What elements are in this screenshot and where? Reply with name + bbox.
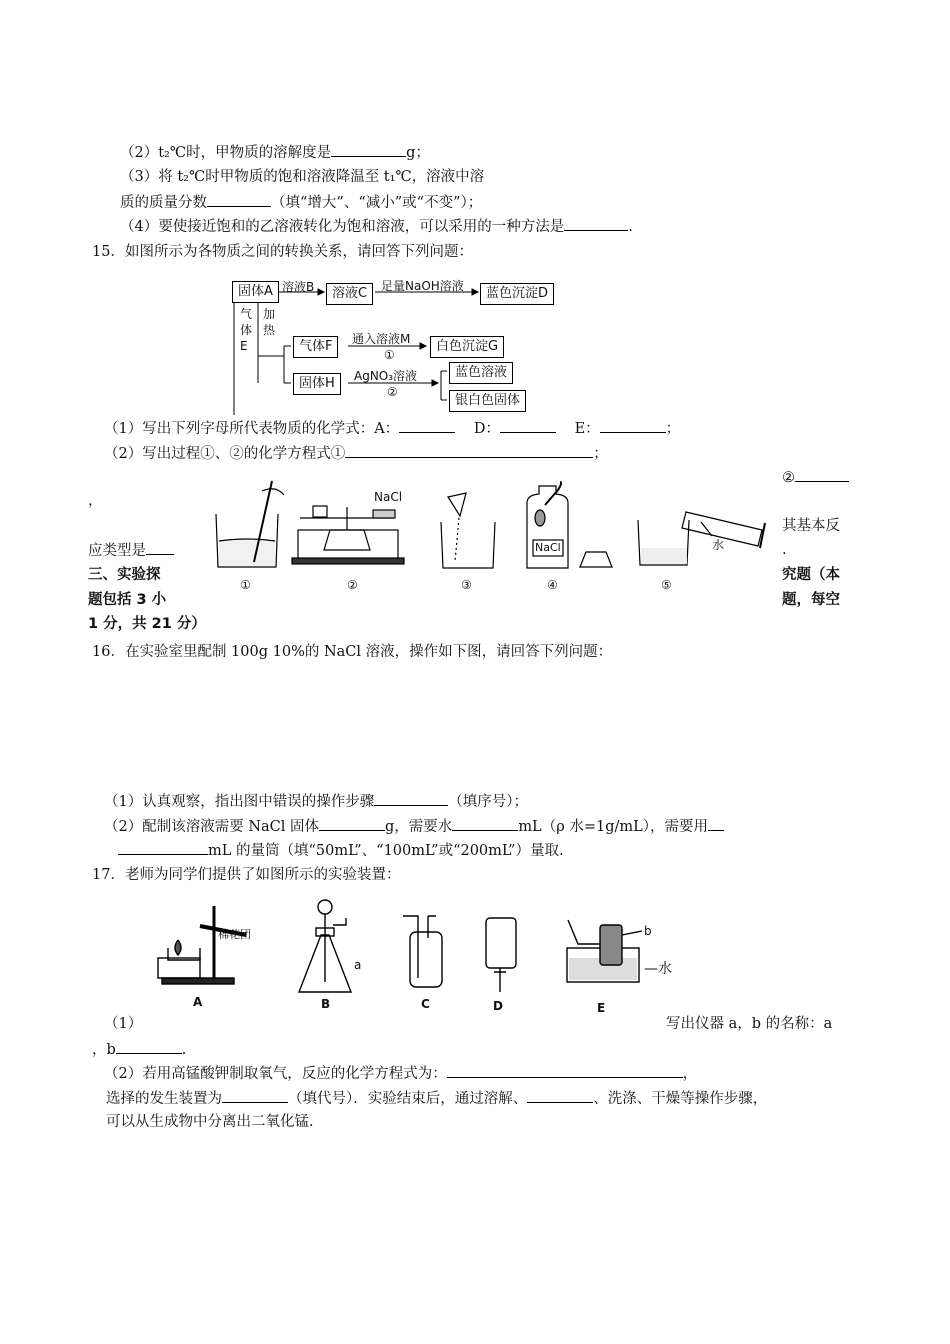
step-label: ⑤ [661,578,672,592]
trough-water-label: —水 [644,961,672,977]
q15-comma: ， [88,493,103,509]
section3-left1: 三、实验探 [88,567,161,583]
answer-blank[interactable] [527,1088,593,1103]
answer-blank[interactable] [116,1039,182,1054]
solution-b-label: 溶液B [282,280,315,294]
agno3-label: AgNO₃溶液 [354,369,418,383]
section3-left3: 1 分，共 21 分） [88,616,206,632]
section3-right2: 题，每空 [782,592,840,608]
q15-part2: （2）写出过程①、②的化学方程式① ； [104,443,608,464]
q14-part2: （2）t₂℃时，甲物质的溶解度是 g； [120,142,430,163]
nacl-top-label: NaCl [374,490,403,504]
q14-part3-line1: （3）将 t₂℃时甲物质的饱和溶液降温至 t₁℃，溶液中溶 [120,169,485,185]
q14-part3-line2: 质的质量分数 （填“增大”、“减小”或“不变”）； [120,192,482,213]
white-precipitate-box: 白色沉淀G [430,336,504,358]
naoh-label: 足量NaOH溶液 [381,279,464,293]
q15-basic-type-right: 其基本反 [782,518,840,534]
step-label: ④ [547,578,558,592]
section3-left2: 题包括 3 小 [88,592,167,608]
section3-right1: 究题（本 [782,567,840,583]
solution-c-box: 溶液C [326,283,373,305]
q15-basic-type-left: 应类型是 [88,540,174,561]
q16-part1: （1）认真观察，指出图中错误的操作步骤 （填序号）； [104,791,528,812]
step-label: ① [240,578,251,592]
q15-circ2: ② [782,467,849,488]
q16-part2-line2: mL 的量筒（填“50mL”、“100mL”或“200mL”）量取. [118,840,564,861]
answer-blank[interactable] [447,1063,683,1078]
apparatus-label: A [193,995,203,1009]
label-a: a [354,958,362,972]
q17-stem: 17．老师为同学们提供了如图所示的实验装置： [92,867,401,883]
q17-part1-left: （1） [104,1016,143,1032]
label-b: b [644,924,652,938]
step1-label: ① [384,348,395,362]
apparatus-label: D [493,999,503,1013]
solid-h-box: 固体H [293,373,341,395]
gas-f-box: 气体F [293,336,338,358]
q17-part1-right: 写出仪器 a，b 的名称：a [666,1016,833,1032]
q15-part1: （1）写出下列字母所代表物质的化学式：A： D： E： ； [104,418,680,439]
q16-stem: 16．在实验室里配制 100g 10%的 NaCl 溶液，操作如下图，请回答下列问题： [92,644,613,660]
apparatus-label: B [321,997,331,1011]
answer-blank[interactable] [222,1088,288,1103]
q16-part2: （2）配制该溶液需要 NaCl 固体 g，需要水 mL（ρ 水=1g/mL），需要用 [104,816,724,837]
gas-e-label: 气 体 E [240,307,253,353]
into-m-label: 通入溶液M [352,332,411,346]
water-label: 水 [712,538,725,552]
apparatus-label: C [421,997,430,1011]
q15-dot: . [782,542,787,558]
q17-part2-line3: 可以从生成物中分离出二氧化锰. [106,1114,314,1130]
solid-a-box: 固体A [232,281,279,303]
silver-solid-box: 银白色固体 [449,390,526,412]
q17-part2: （2）若用高锰酸钾制取氧气，反应的化学方程式为： ， [104,1063,697,1084]
q14-part4: （4）要使接近饱和的乙溶液转化为饱和溶液，可以采用的一种方法是 . [120,216,633,237]
nacl-bottle-label: NaCl [535,541,561,554]
apparatus-label: E [597,1001,606,1015]
step-label: ② [347,578,358,592]
q15-stem: 15．如图所示为各物质之间的转换关系，请回答下列问题： [92,244,473,260]
step-label: ③ [461,578,472,592]
q17-part1-line2: ，b . [92,1039,186,1060]
blue-precipitate-box: 蓝色沉淀D [480,283,554,305]
blue-solution-box: 蓝色溶液 [449,362,513,384]
step2-label: ② [387,385,398,399]
cotton-label: 棉花团 [218,928,251,941]
heat-label: 加 热 [263,307,276,337]
q17-part2-line2: 选择的发生装置为 （填代号）．实验结束后，通过溶解、 、洗涤、干燥等操作步骤， [106,1088,767,1109]
